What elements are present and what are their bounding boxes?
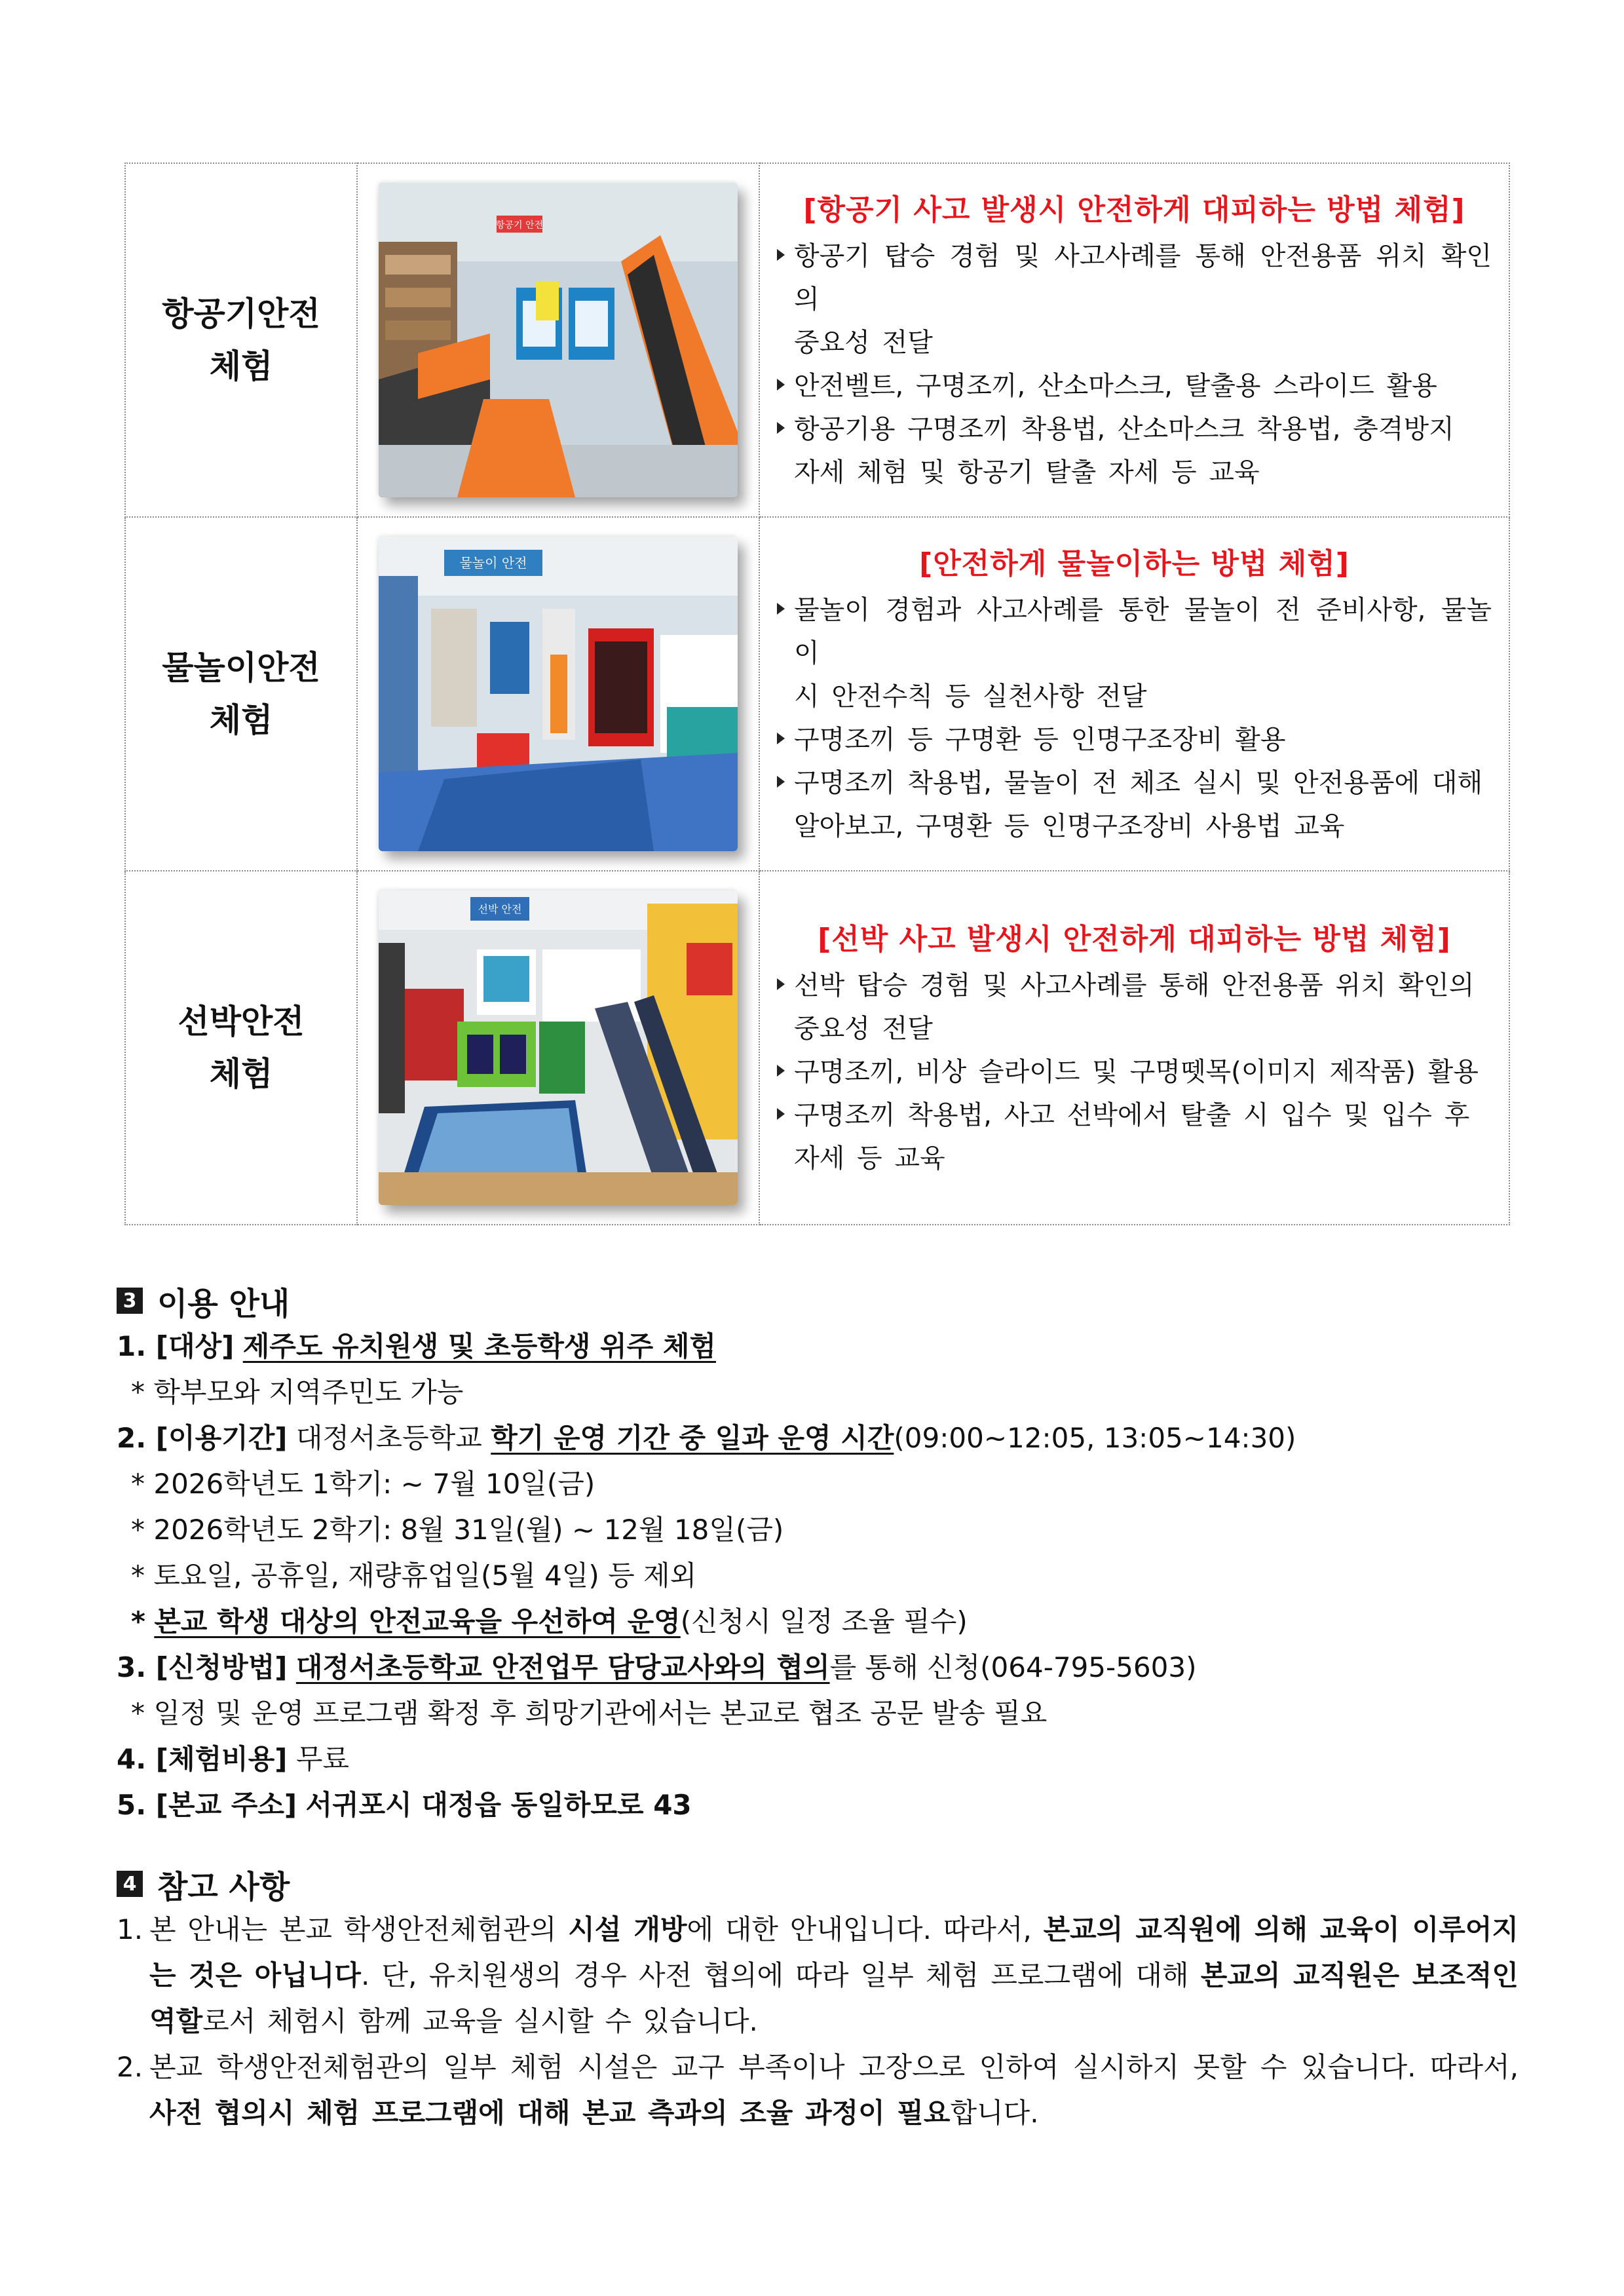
table-row-aircraft <box>125 163 1509 517</box>
bullet-item: 선박 탑승 경험 및 사고사례를 통해 안전용품 위치 확인의 중요성 전달 <box>777 964 1492 1050</box>
experience-name-cell <box>125 517 357 871</box>
bullet-triangle-icon <box>777 603 785 615</box>
section-title: 이용 안내 <box>157 1285 290 1322</box>
experience-name-suffix: 체험 <box>209 347 273 385</box>
usage-item-address: 5. [본교 주소] 서귀포시 대정읍 동일하모로 43 <box>117 1789 692 1821</box>
usage-item-target: 1. [대상] 제주도 유치원생 및 초등학생 위주 체험 <box>117 1330 716 1362</box>
experience-table <box>124 163 1510 1225</box>
ship-safety-room-photo <box>379 890 738 1205</box>
bullet-triangle-icon <box>777 422 785 434</box>
bullet-item: 항공기 탑승 경험 및 사고사례를 통해 안전용품 위치 확인의 중요성 전달 <box>777 235 1492 364</box>
description-cell <box>759 163 1509 517</box>
experience-name: 항공기안전 <box>162 295 320 333</box>
description-cell <box>759 871 1509 1225</box>
experience-name-suffix: 체험 <box>209 701 273 739</box>
bullet-triangle-icon <box>777 978 785 990</box>
bullet-item: 구명조끼 착용법, 사고 선박에서 탈출 시 입수 및 입수 후 자세 등 교육 <box>777 1094 1492 1180</box>
section-heading <box>117 1278 1519 1324</box>
svg-text:선박 안전: 선박 안전 <box>478 903 522 915</box>
experience-name: 선박안전 <box>178 1003 305 1041</box>
bullet-item: 구명조끼 등 구명환 등 인명구조장비 활용 <box>777 718 1492 761</box>
table-row-ship <box>125 871 1509 1225</box>
bullet-item: 구명조끼, 비상 슬라이드 및 구명뗏목(이미지 제작품) 활용 <box>777 1050 1492 1094</box>
water-play-safety-room-photo <box>379 537 738 851</box>
section-title: 참고 사항 <box>157 1868 290 1905</box>
usage-item-apply: 3. [신청방법] 대정서초등학교 안전업무 담당교사와의 협의를 통해 신청(064-795-5603) <box>117 1651 1197 1683</box>
bullet-item: 물놀이 경험과 사고사례를 통한 물놀이 전 준비사항, 물놀이 시 안전수칙 등 실천사항 전달 <box>777 588 1492 718</box>
aircraft-safety-room-photo <box>379 183 738 497</box>
bullet-triangle-icon <box>777 379 785 391</box>
usage-note-priority: * 본교 학생 대상의 안전교육을 우선하여 운영(신청시 일정 조율 필수) <box>131 1605 968 1637</box>
usage-item-cost: 4. [체험비용] 무료 <box>117 1743 349 1775</box>
experience-name-cell <box>125 871 357 1225</box>
section-number-badge: 3 <box>117 1288 143 1314</box>
usage-note: * 2026학년도 2학기: 8월 31일(월) ~ 12월 18일(금) <box>131 1514 784 1546</box>
photo-cell <box>357 517 759 871</box>
usage-section <box>117 1278 1519 1828</box>
usage-note: * 2026학년도 1학기: ~ 7월 10일(금) <box>131 1468 595 1500</box>
bullet-triangle-icon <box>777 733 785 744</box>
section-heading <box>117 1861 1519 1907</box>
bullet-item: 구명조끼 착용법, 물놀이 전 체조 실시 및 안전용품에 대해 알아보고, 구명환 등 인명구조장비 사용법 교육 <box>777 761 1492 848</box>
experience-title: [항공기 사고 발생시 안전하게 대피하는 방법 체험] <box>803 193 1465 227</box>
usage-note: * 학부모와 지역주민도 가능 <box>131 1376 464 1408</box>
description-cell <box>759 517 1509 871</box>
experience-title: [선박 사고 발생시 안전하게 대피하는 방법 체험] <box>818 923 1451 956</box>
bullet-triangle-icon <box>777 1108 785 1120</box>
reference-paragraph: 1. 본 안내는 본교 학생안전체험관의 시설 개방에 대한 안내입니다. 따라서, 본교의 교직원에 의해 교육이 이루어지는 것은 아닙니다. 단, 유치원생의 경우 사전 협의에 따라 일부 체험 프로그램에 대해 본교의 교직원은 보조적인 역할로서 체험시 함께 교육을 실시할 수 있습니다. <box>117 1913 1519 2037</box>
bullet-item: 안전벨트, 구명조끼, 산소마스크, 탈출용 스라이드 활용 <box>777 364 1492 408</box>
section-number-badge: 4 <box>117 1871 143 1897</box>
photo-cell <box>357 871 759 1225</box>
usage-note: * 토요일, 공휴일, 재량휴업일(5월 4일) 등 제외 <box>131 1559 697 1592</box>
svg-text:항공기 안전: 항공기 안전 <box>495 220 544 231</box>
bullet-triangle-icon <box>777 249 785 261</box>
experience-title: [안전하게 물놀이하는 방법 체험] <box>919 547 1350 581</box>
photo-cell <box>357 163 759 517</box>
bullet-item: 항공기용 구명조끼 착용법, 산소마스크 착용법, 충격방지 자세 체험 및 항공기 탈출 자세 등 교육 <box>777 408 1492 494</box>
usage-note: * 일정 및 운영 프로그램 확정 후 희망기관에서는 본교로 협조 공문 발송 필요 <box>131 1697 1048 1729</box>
svg-text:물놀이 안전: 물놀이 안전 <box>459 555 527 571</box>
table-row-water-play <box>125 517 1509 871</box>
usage-item-period: 2. [이용기간] 대정서초등학교 학기 운영 기간 중 일과 운영 시간(09:00~12:05, 13:05~14:30) <box>117 1422 1296 1454</box>
experience-name: 물놀이안전 <box>162 649 320 687</box>
experience-name-cell <box>125 163 357 517</box>
reference-section <box>117 1861 1519 2136</box>
experience-name-suffix: 체험 <box>209 1055 273 1093</box>
bullet-triangle-icon <box>777 776 785 788</box>
reference-paragraph: 2. 본교 학생안전체험관의 일부 체험 시설은 교구 부족이나 고장으로 인하여 실시하지 못할 수 있습니다. 따라서, 사전 협의시 체험 프로그램에 대해 본교 측과의 조율 과정이 필요합니다. <box>117 2051 1519 2129</box>
bullet-triangle-icon <box>777 1065 785 1077</box>
